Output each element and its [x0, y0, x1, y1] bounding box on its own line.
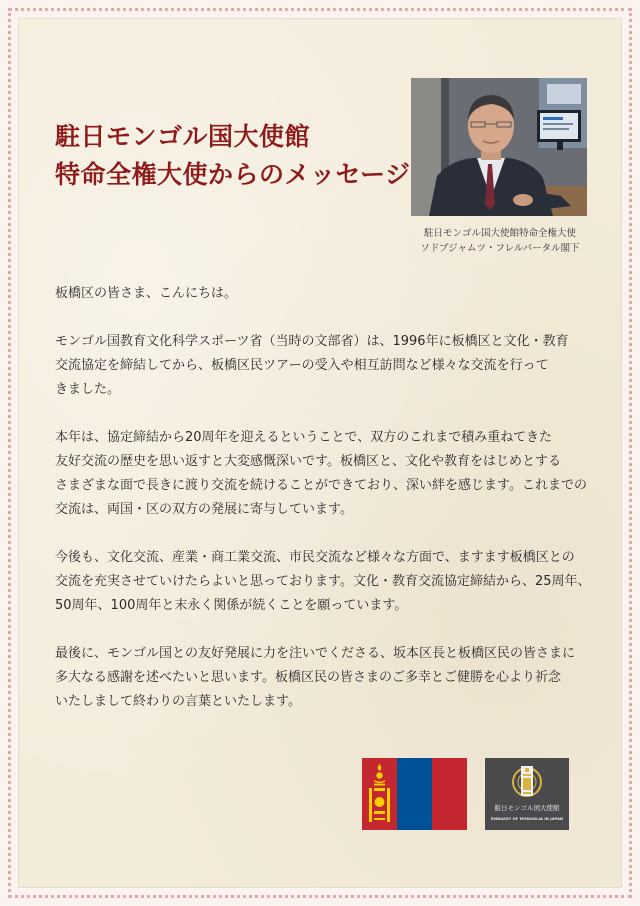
- paragraph-line: モンゴル国教育文化科学スポーツ省（当時の文部省）は、1996年に板橋区と文化・教育: [55, 334, 569, 349]
- paragraph: [55, 426, 595, 522]
- embassy-logo: [485, 758, 569, 830]
- page-title: [55, 118, 411, 194]
- paragraph-line: 交流協定を締結してから、板橋区民ツアーの受入や相互訪問など様々な交流を行って: [55, 358, 549, 373]
- mongolian-flag: [362, 758, 467, 830]
- paragraph-line: さまざまな面で長きに渡り交流を続けることができており、深い絆を感じます。これまでの: [55, 478, 587, 493]
- title-line-1: 駐日モンゴル国大使館: [55, 122, 311, 151]
- embassy-emblem-icon: [485, 758, 569, 802]
- paragraph-line: 50周年、100周年と末永く関係が続くことを願っています。: [55, 598, 408, 613]
- paragraph-line: 最後に、モンゴル国との友好発展に力を注いでくださる、坂本区長と板橋区民の皆さまに: [55, 646, 576, 661]
- paragraph-line: 交流を充実させていけたらよいと思っております。文化・教育交流協定締結から、25周年、: [55, 574, 591, 589]
- caption-line-2: ソドブジャムツ・フレルバータル閣下: [420, 243, 580, 254]
- embassy-logo-jp: 駐日モンゴル国大使館: [494, 804, 560, 812]
- paragraph-line: 友好交流の歴史を思い返すと大変感慨深いです。板橋区と、文化や教育をはじめとする: [55, 454, 561, 469]
- paragraph-line: 今後も、文化交流、産業・商工業交流、市民交流など様々な方面で、ますます板橋区との: [55, 550, 575, 565]
- paragraph: [55, 330, 595, 402]
- paragraph-line: 交流は、両国・区の双方の発展に寄与しています。: [55, 502, 353, 517]
- paragraph: [55, 642, 595, 714]
- photo-caption: [404, 226, 596, 256]
- paragraph-line: 多大なる感謝を述べたいと思います。板橋区民の皆さまのご多幸とご健勝を心より祈念: [55, 670, 561, 685]
- ambassador-photo: [411, 78, 587, 216]
- paragraph-line: 板橋区の皆さま、こんにちは。: [55, 286, 238, 301]
- caption-line-1: 駐日モンゴル国大使館特命全権大使: [423, 228, 576, 239]
- paragraph: [55, 546, 595, 618]
- embassy-logo-en: EMBASSY OF MONGOLIA IN JAPAN: [490, 816, 564, 821]
- title-line-2: 特命全権大使からのメッセージ: [55, 160, 411, 189]
- flag-graphic: [362, 758, 467, 830]
- paragraph-line: 本年は、協定締結から20周年を迎えるということで、双方のこれまで積み重ねてきた: [55, 430, 552, 445]
- paragraph: [55, 282, 595, 306]
- paragraph-line: いたしまして終わりの言葉といたします。: [55, 694, 301, 709]
- ambassador-photo-illustration: [411, 78, 587, 216]
- paragraph-line: きました。: [55, 382, 121, 397]
- message-body: [55, 282, 595, 738]
